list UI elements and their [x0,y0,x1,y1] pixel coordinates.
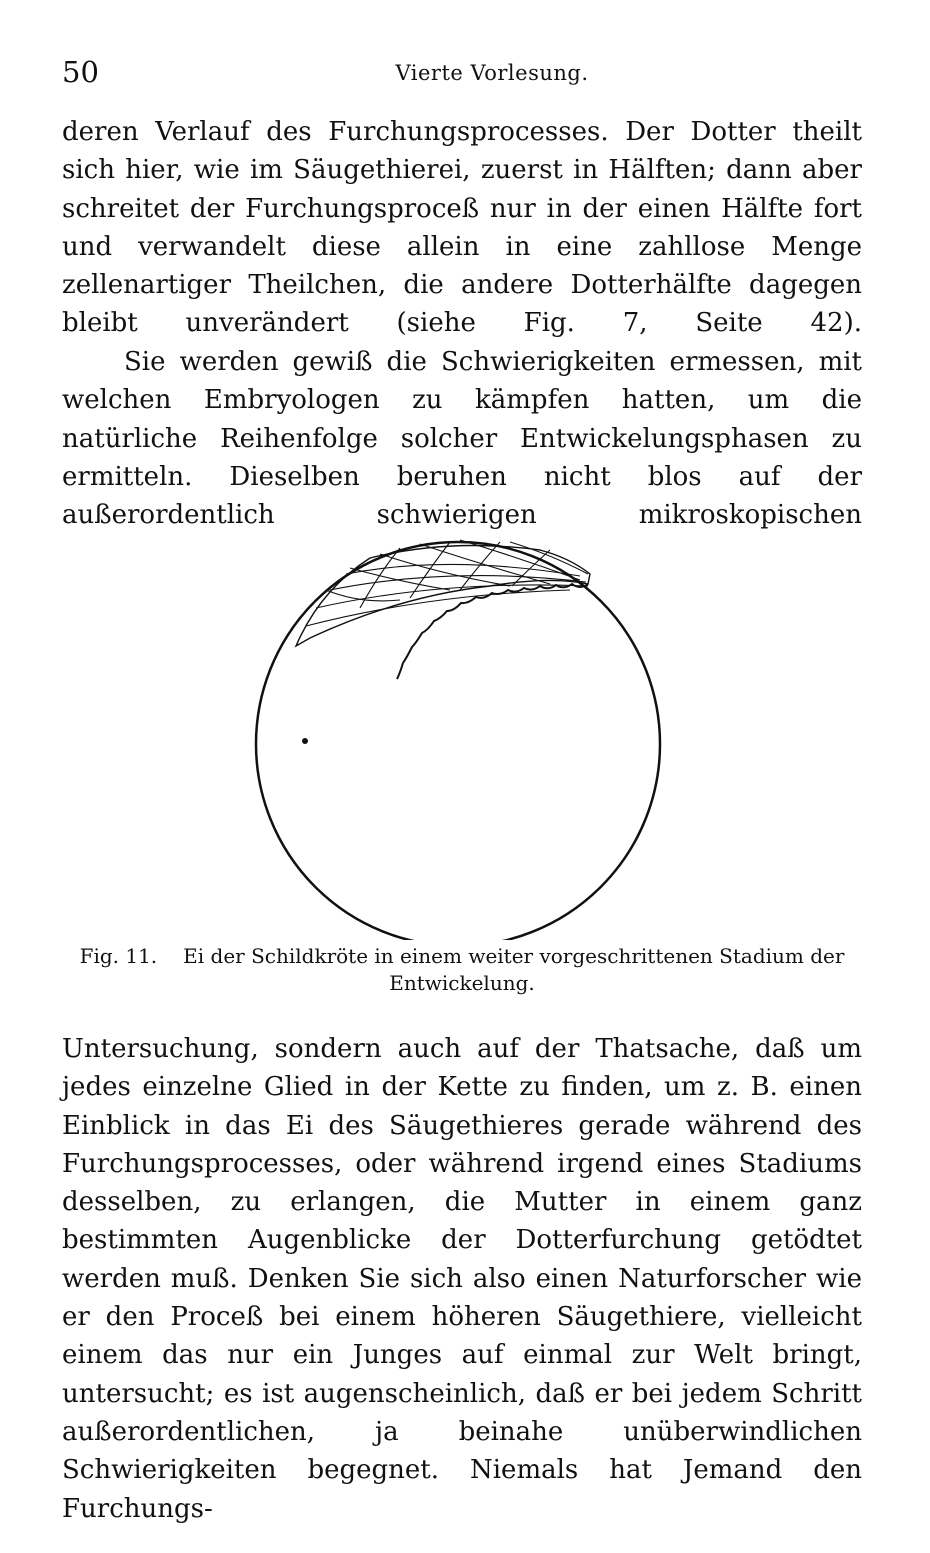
running-head: Vierte Vorlesung. [395,61,589,85]
scalloped-edge [397,584,588,679]
germinal-dot [302,738,308,744]
cell-cap [296,540,590,646]
paragraph-2: Sie werden gewiß die Schwierigkeiten ermessen, mit welchen Embryologen zu kämpfen hatten, um die natürliche Reihenfolge solcher Entwickelungsphasen zu ermitteln. Dieselben beruhen nicht blos auf der außerordentlich schwierigen mikroskopischen [62,347,862,531]
page-number: 50 [62,55,99,89]
paragraph-3: Untersuchung, sondern auch auf der Thatsache, daß um jedes einzelne Glied in der Kette zu finden, um z. B. einen Einblick in das Ei des Säugethieres gerade während des Furchungsprocesses, oder während irgend eines Stadiums desselben, zu erlangen, die Mutter in einem ganz bestimmten Augenblicke der Dotterfurchung getödtet werden muß. Denken Sie sich also einen Naturforscher wie er den Proceß bei einem höheren Säugethiere, vielleicht einem das nur ein Junges auf einmal zur Welt bringt, untersucht; es ist augenscheinlich, daß er bei jedem Schritt außerordentlichen, ja beinahe unüberwindlichen Schwierigkeiten begegnet. Niemals hat Jemand den Furchungs- [62,1034,862,1524]
figure-caption-text: Ei der Schildkröte in einem weiter vorgeschrittenen Stadium der Entwickelung. [183,944,845,995]
page-header [62,52,862,92]
paragraph-1: deren Verlauf des Furchungsprocesses. Der Dotter theilt sich hier, wie im Säugethierei, zuerst in Hälften; dann aber schreitet der Furchungsproceß nur in der einen Hälfte fort und verwandelt diese allein in eine zahllose Menge zellenartiger Theilchen, die andere Dotterhälfte dagegen bleibt unverändert (siehe Fig. 7, Seite 42). [62,117,862,339]
turtle-egg-illustration [250,528,670,940]
egg-outline [256,542,660,940]
figure-label: Fig. 11. [79,944,158,968]
figure-turtle-egg [250,528,670,940]
figure-caption [62,943,862,997]
